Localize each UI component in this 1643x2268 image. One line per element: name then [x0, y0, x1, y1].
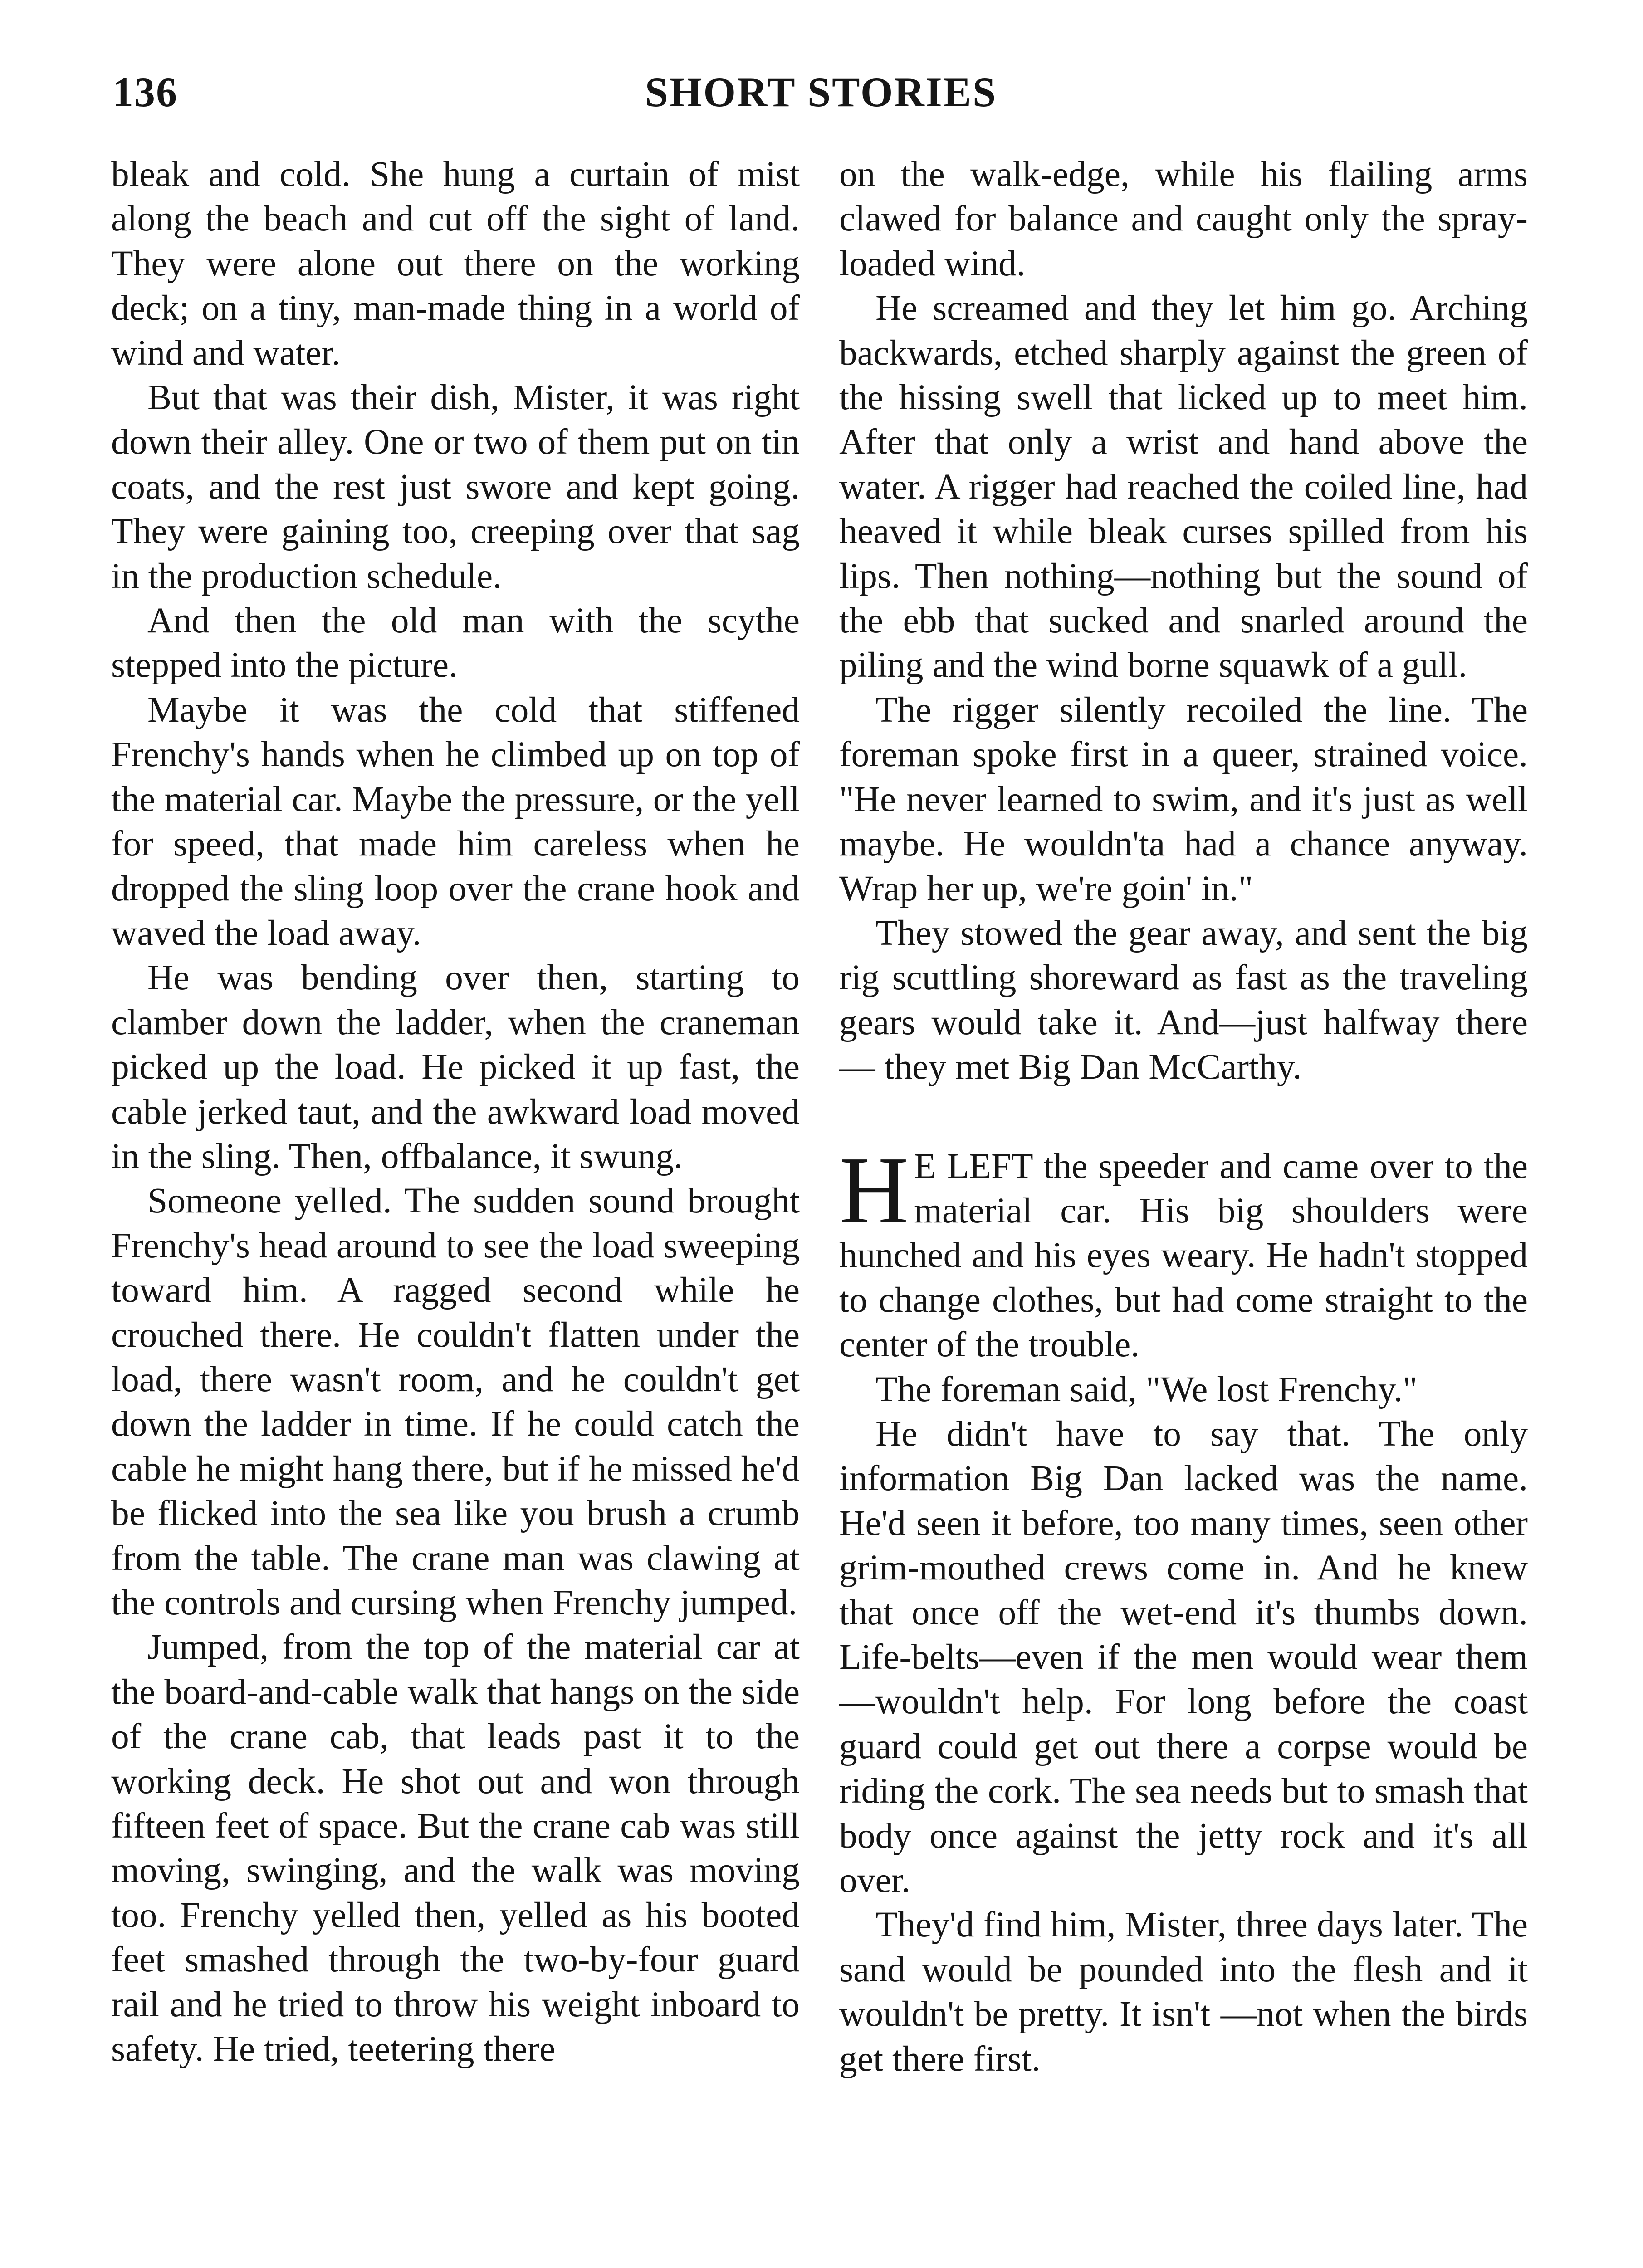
paragraph: on the walk-edge, while his flailing arms clawed for balance and caught only the spray-loaded wind. — [839, 154, 1528, 284]
page-header — [112, 68, 1530, 122]
right-column — [839, 152, 1528, 2081]
drop-cap: H — [839, 1136, 909, 1243]
paragraph: They stowed the gear away, and sent the big rig scuttling shoreward as fast as the traveling gears would take it. And—just halfway there — they met Big Dan McCarthy. — [839, 913, 1528, 1087]
paragraph: bleak and cold. She hung a curtain of mist along the beach and cut off the sight of land. They were alone out there on the working deck; on a tiny, man-made thing in a world of wind and water. — [111, 154, 800, 373]
page-number: 136 — [112, 69, 178, 115]
left-column — [111, 152, 800, 2071]
running-title: SHORT STORIES — [645, 69, 998, 115]
paragraph: Jumped, from the top of the material car at the board-and-cable walk that hangs on the side of the crane cab, that leads past it to the working deck. He shot out and won through fifteen feet of space. But the crane cab was still moving, swinging, and the walk was moving too. Frenchy yelled then, yelled as his booted feet smashed through the two-by-four guard rail and he tried to throw his weight inboard to safety. He tried, teetering there — [111, 1627, 800, 2069]
paragraph: He screamed and they let him go. Arching backwards, etched sharply against the green of the hissing swell that licked up to meet him. After that only a wrist and hand above the water. A rigger had reached the coiled line, had heaved it while bleak curses spilled from his lips. Then nothing—nothing but the sound of the ebb that sucked and snarled around the piling and the wind borne squawk of a gull. — [839, 288, 1528, 685]
paragraph: The foreman said, "We lost Frenchy." — [875, 1369, 1418, 1409]
paragraph: They'd find him, Mister, three days later. The sand would be pounded into the flesh and it wouldn't be pretty. It isn't —not when the birds get there first. — [839, 1905, 1528, 2079]
paragraph: Someone yelled. The sudden sound brought Frenchy's head around to see the load sweeping toward him. A ragged second while he crouched there. He couldn't flatten under the load, there wasn't room, and he couldn't get down the ladder in time. If he could catch the cable he might hang there, but if he missed he'd be flicked into the sea like you brush a crumb from the table. The crane man was clawing at the controls and cursing when Frenchy jumped. — [111, 1181, 800, 1623]
section-start-paragraph — [839, 1136, 1528, 1367]
paragraph: He was bending over then, starting to clamber down the ladder, when the craneman picked up the load. He picked it up fast, the cable jerked taut, and the awkward load moved in the sling. Then, offbalance, it swung. — [111, 958, 800, 1176]
paragraph: And then the old man with the scythe stepped into the picture. — [111, 601, 800, 685]
paragraph: But that was their dish, Mister, it was right down their alley. One or two of them put on tin coats, and the rest just swore and kept going. They were gaining too, creeping over that sag in the production schedule. — [111, 377, 800, 596]
paragraph: The rigger silently recoiled the line. The foreman spoke first in a queer, strained voice. "He never learned to swim, and it's just as well maybe. He wouldn'ta had a chance anyway. Wrap her up, we're goin' in." — [839, 689, 1528, 909]
section-first-text: E LEFT the speeder and came over to the material car. His big shoulders were hunched and his eyes weary. He hadn't stopped to change clothes, but had come straight to the center of the trouble. — [839, 1146, 1528, 1365]
paragraph: Maybe it was the cold that stiffened Frenchy's hands when he climbed up on top of the material car. Maybe the pressure, or the yell for speed, that made him careless when he dropped the sling loop over the crane hook and waved the load away. — [111, 689, 800, 953]
paragraph: He didn't have to say that. The only information Big Dan lacked was the name. He'd seen it before, too many times, seen other grim-mouthed crews come in. And he knew that once off the wet-end it's thumbs down. Life-belts—even if the men would wear them—wouldn't help. For long before the coast guard could get out there a corpse would be riding the cork. The sea needs but to smash that body once against the jetty rock and it's all over. — [839, 1413, 1528, 1901]
